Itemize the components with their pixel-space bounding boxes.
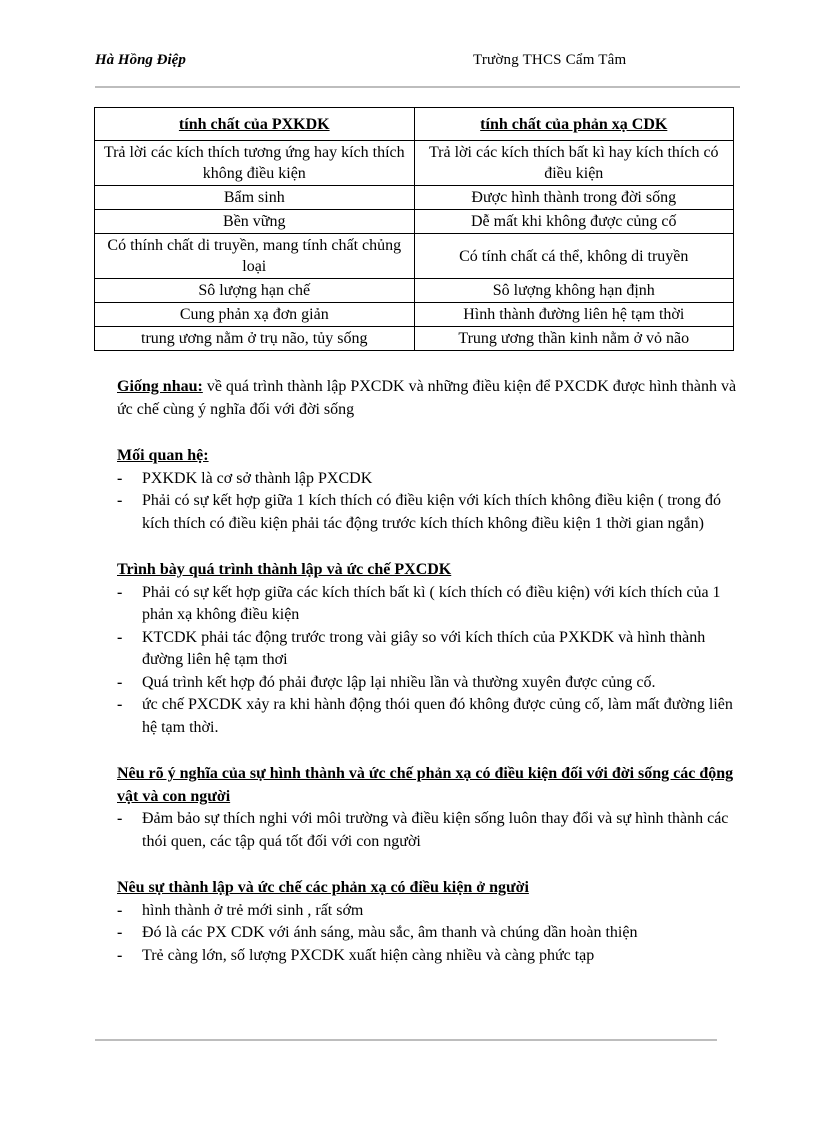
header-divider	[95, 86, 740, 88]
list-item	[117, 672, 742, 695]
list-item-text: Đảm bảo sự thích nghi với môi trường và điều kiện sống luôn thay đổi và sự hình thành các thói quen, các tập quá tốt đối với con người	[142, 810, 729, 850]
table-row	[95, 186, 734, 210]
process-section	[117, 559, 742, 739]
list-item	[117, 808, 742, 853]
list-item-text: Phải có sự kết hợp giữa các kích thích bất kì ( kích thích có điều kiện) với kích thích của 1 phản xạ không điều kiện	[142, 583, 721, 623]
footer-divider	[95, 1039, 717, 1041]
list-item-text: Phải có sự kết hợp giữa 1 kích thích có điều kiện với kích thích không điều kiện ( trong đó kích thích có điều kiện phải tác động trước kích thích không điều kiện 1 thời gian ngắn)	[142, 492, 722, 532]
table-row	[95, 141, 734, 186]
table-cell: Sô lượng không hạn định	[414, 279, 733, 303]
dash-bullet-icon: -	[117, 628, 123, 646]
list-item-text: KTCDK phải tác động trước trong vài giây so với kích thích của PXKDK và hình thành đường liên hệ tạm thơi	[142, 628, 706, 668]
table-cell: Trả lời các kích thích bất kì hay kích thích có điều kiện	[414, 141, 733, 186]
dash-bullet-icon: -	[117, 583, 123, 601]
human-section	[117, 877, 742, 967]
relationship-list	[117, 468, 742, 536]
column-header-unconditioned: tính chất của PXKDK	[95, 108, 415, 141]
dash-bullet-icon: -	[117, 492, 123, 509]
similarities-section	[117, 376, 742, 421]
table-cell: Hình thành đường liên hệ tạm thời	[414, 303, 733, 327]
list-item-text: Đó là các PX CDK với ánh sáng, màu sắc, âm thanh và chúng dần hoàn thiện	[142, 924, 638, 941]
list-item-text: Quá trình kết hợp đó phải được lập lại nhiều lần và thường xuyên được củng cố.	[142, 673, 656, 691]
list-item	[117, 900, 742, 923]
list-item	[117, 694, 742, 739]
table-cell: Trả lời các kích thích tương ứng hay kích thích không điều kiện	[95, 141, 415, 186]
list-item	[117, 922, 742, 945]
table-cell: Trung ương thần kinh nằm ở vỏ não	[414, 327, 733, 351]
table-cell: trung ương nằm ở trụ não, tủy sống	[95, 327, 415, 351]
dash-bullet-icon: -	[117, 901, 123, 919]
dash-bullet-icon: -	[117, 924, 123, 941]
list-item	[117, 468, 742, 491]
table-row	[95, 279, 734, 303]
human-heading: Nêu sự thành lập và ức chế các phản xạ có điều kiện ở người	[117, 879, 529, 896]
table-cell: Cung phản xạ đơn giản	[95, 303, 415, 327]
meaning-heading: Nêu rõ ý nghĩa của sự hình thành và ức chế phản xạ có điều kiện đối với đời sống các động vật và con người	[117, 765, 734, 805]
process-list	[117, 582, 742, 740]
list-item-text: PXKDK là cơ sở thành lập PXCDK	[142, 469, 373, 487]
comparison-table	[94, 107, 734, 351]
author-name: Hà Hồng Điệp	[95, 52, 186, 68]
table-cell: Bền vững	[95, 210, 415, 234]
list-item-text: Trẻ càng lớn, số lượng PXCDK xuất hiện càng nhiều và càng phức tạp	[142, 946, 595, 964]
table-row	[95, 327, 734, 351]
list-item-text: hình thành ở trẻ mới sinh , rất sớm	[142, 901, 364, 919]
table-cell: Được hình thành trong đời sống	[414, 186, 733, 210]
list-item	[117, 490, 742, 535]
meaning-list	[117, 808, 742, 853]
dash-bullet-icon: -	[117, 673, 123, 691]
page-header	[95, 52, 740, 76]
list-item	[117, 945, 742, 968]
dash-bullet-icon: -	[117, 469, 123, 487]
table-cell: Có tính chất cá thể, không di truyền	[414, 234, 733, 279]
column-header-conditioned: tính chất của phản xạ CDK	[414, 108, 733, 141]
table-cell: Có thính chất di truyền, mang tính chất chủng loại	[95, 234, 415, 279]
relationship-section	[117, 445, 742, 535]
list-item	[117, 582, 742, 627]
relationship-heading: Mối quan hệ:	[117, 447, 209, 464]
dash-bullet-icon: -	[117, 810, 123, 827]
dash-bullet-icon: -	[117, 696, 123, 713]
human-list	[117, 900, 742, 968]
process-heading: Trình bày quá trình thành lập và ức chế PXCDK	[117, 561, 452, 578]
table-cell: Sô lượng hạn chế	[95, 279, 415, 303]
table-row	[95, 234, 734, 279]
table-row	[95, 303, 734, 327]
table-row	[95, 210, 734, 234]
table-cell: Bẩm sinh	[95, 186, 415, 210]
table-header-row	[95, 108, 734, 141]
similarities-label: Giống nhau:	[117, 378, 203, 395]
table-cell: Dễ mất khi không được củng cố	[414, 210, 733, 234]
similarities-paragraph	[117, 376, 742, 421]
school-name: Trường THCS Cẩm Tâm	[473, 52, 627, 68]
meaning-section	[117, 763, 742, 853]
list-item-text: ức chế PXCDK xảy ra khi hành động thói quen đó không được củng cố, làm mất đường liên hệ tạm thời.	[142, 696, 733, 736]
similarities-text: về quá trình thành lập PXCDK và những điều kiện để PXCDK được hình thành và ức chế cùng ý nghĩa đối với đời sống	[117, 378, 737, 418]
dash-bullet-icon: -	[117, 946, 123, 964]
body-content	[117, 376, 742, 967]
list-item	[117, 627, 742, 672]
